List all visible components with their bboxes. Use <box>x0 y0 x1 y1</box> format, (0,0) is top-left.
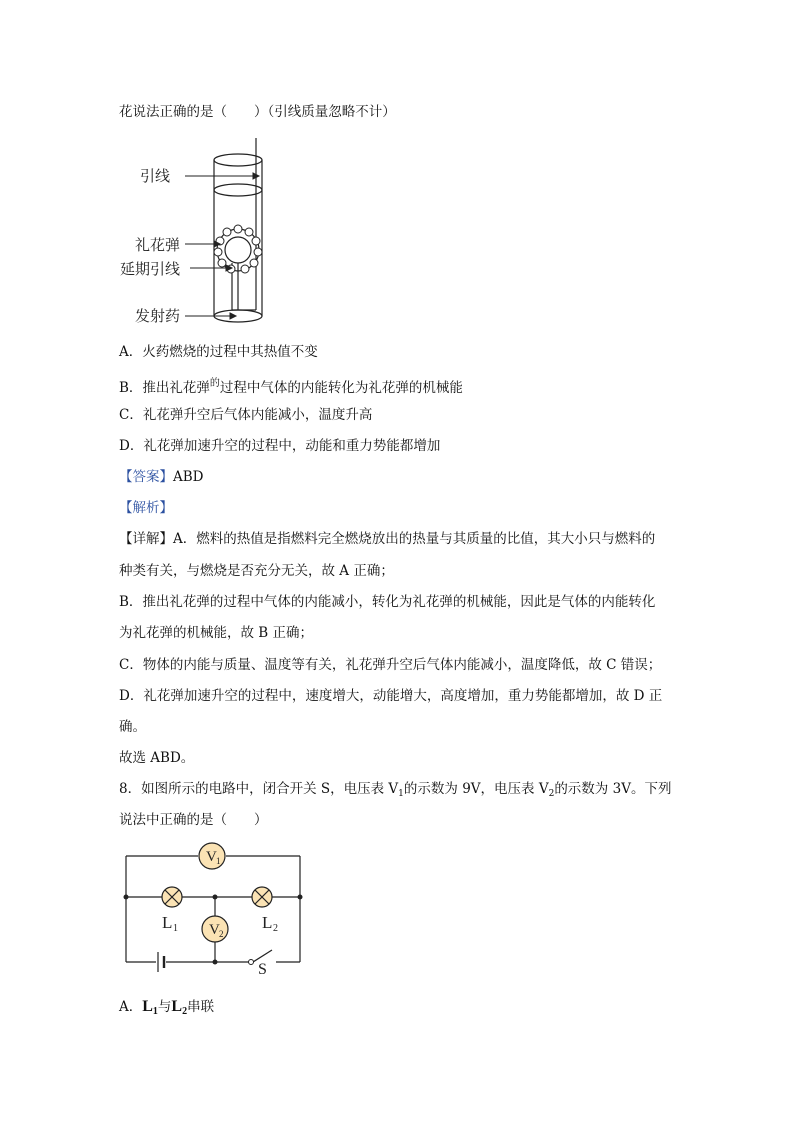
firework-tube-figure <box>120 138 280 330</box>
q7-option-d: D．礼花弹加速升空的过程中，动能和重力势能都增加 <box>119 438 441 454</box>
label-lihuadan: 礼花弹 <box>135 237 181 254</box>
label-yinxian: 引线 <box>140 168 171 185</box>
label-fasheyao: 发射药 <box>135 308 181 325</box>
switch-label: S <box>258 961 267 978</box>
lamp-l2 <box>252 887 278 934</box>
voltmeter-v2 <box>202 916 228 942</box>
svg-text:2: 2 <box>273 923 278 934</box>
q7-detail-c: C．物体的内能与质量、温度等有关，礼花弹升空后气体内能减小，温度降低，故 C 错误； <box>119 657 662 673</box>
q7-option-b: B．推出礼花弹$^的$过程中气体的内能转化为礼花弹的机械能 <box>119 378 463 396</box>
q7-detail-b-1: B．推出礼花弹的过程中气体的内能减小，转化为礼花弹的机械能，因此是气体的内能转化 <box>119 594 656 610</box>
svg-text:V: V <box>206 849 217 865</box>
svg-text:1: 1 <box>173 923 178 934</box>
q7-option-a: A．火药燃烧的过程中其热值不变 <box>119 344 318 360</box>
q7-stem: 花说法正确的是（ ）（引线质量忽略不计） <box>119 104 396 120</box>
q7-option-c: C．礼花弹升空后气体内能减小，温度升高 <box>119 407 373 423</box>
svg-text:L: L <box>162 913 173 932</box>
q7-conclusion: 故选 ABD。 <box>119 750 195 766</box>
q7-detail-a-2: 种类有关，与燃烧是否充分无关，故 A 正确； <box>119 563 394 579</box>
q7-detail-b-2: 为礼花弹的机械能，故 B 正确； <box>119 625 314 641</box>
lamp-l1 <box>162 887 182 934</box>
svg-text:1: 1 <box>216 856 221 866</box>
svg-text:2: 2 <box>219 929 224 939</box>
q7-detail-a-1: 【详解】A．燃料的热值是指燃料完全燃烧放出的热量与其质量的比值，其大小只与燃料的 <box>119 531 656 547</box>
svg-text:L: L <box>262 913 273 932</box>
q7-detail-d-2: 确。 <box>119 719 146 735</box>
q7-answer: 【答案】ABD <box>119 469 204 485</box>
circuit-diagram <box>118 838 308 978</box>
label-yanqi-yinxian: 延期引线 <box>120 261 181 278</box>
q8-option-a: A．$L_1$与$L_2$串联 <box>119 998 215 1017</box>
q8-stem-line2: 说法中正确的是（ ） <box>119 812 268 828</box>
voltmeter-v1 <box>199 843 225 869</box>
q8-stem-line1: 8．如图所示的电路中，闭合开关 S，电压表 $V_1$的示数为 9V，电压表 $V_2$的示数为 3V。下列 <box>119 781 672 799</box>
q7-detail-d-1: D．礼花弹加速升空的过程中，速度增大，动能增大，高度增加，重力势能都增加，故 D 正 <box>119 688 663 704</box>
svg-text:V: V <box>209 922 220 938</box>
q7-analysis-label: 【解析】 <box>119 500 173 516</box>
